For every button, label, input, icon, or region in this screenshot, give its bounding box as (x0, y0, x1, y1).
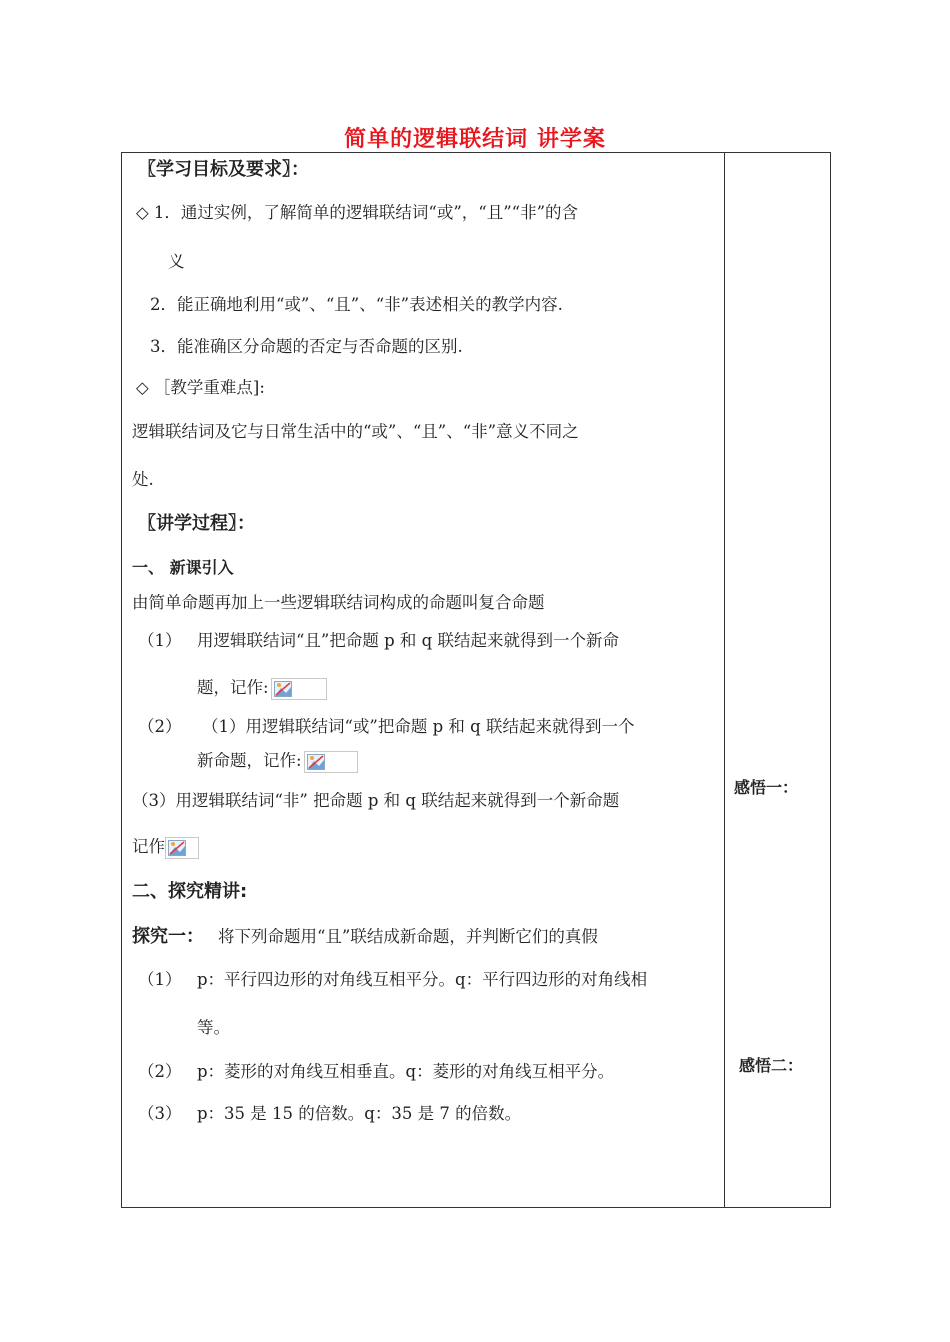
goal-2: 2．能正确地利用“或”、“且”、“非”表述相关的教学内容. (150, 295, 563, 314)
goal-1-cont: 义 (168, 252, 185, 271)
formula-image-2 (304, 751, 358, 773)
item-3-text: （3）用逻辑联结词“非” 把命题 p 和 q 联结起来就得到一个新命题 (132, 791, 620, 810)
broken-image-icon (274, 681, 292, 697)
example-1-number: （1） (138, 970, 182, 989)
item-1-cont-label: 题，记作: (197, 678, 269, 697)
explore-1-label: 探究一： (132, 926, 204, 947)
explore-heading: 二、探究精讲: (132, 881, 248, 902)
intro-text: 由简单命题再加上一些逻辑联结词构成的命题叫复合命题 (132, 593, 545, 612)
example-3-text: p：35 是 15 的倍数。q：35 是 7 的倍数。 (197, 1104, 522, 1123)
explore-1 (132, 926, 598, 948)
column-divider (724, 153, 725, 1207)
explore-1-text: 将下列命题用“且”联结成新命题，并判断它们的真假 (218, 927, 598, 946)
intro-heading: 一、 新课引入 (132, 558, 234, 577)
key-points-text: 逻辑联结词及它与日常生活中的“或”、“且”、“非”意义不同之 (132, 422, 579, 441)
goals-heading: 〖学习目标及要求〗： (138, 159, 309, 180)
item-2-number: （2） (138, 717, 182, 736)
item-1-text: 用逻辑联结词“且”把命题 p 和 q 联结起来就得到一个新命 (197, 631, 619, 650)
reflection-1-label: 感悟一： (734, 778, 799, 797)
example-2-number: （2） (138, 1062, 182, 1081)
goal-1: ◇ 1．通过实例，了解简单的逻辑联结词“或”，“且”“非”的含 (136, 203, 579, 222)
key-points-heading: ◇ ［教学重难点]: (136, 378, 265, 397)
formula-image-3 (165, 837, 199, 859)
item-1-cont (197, 677, 327, 700)
example-1-text: p：平行四边形的对角线互相平分。q：平行四边形的对角线相 (197, 970, 648, 989)
key-points-cont: 处. (132, 470, 154, 489)
process-heading: 〖讲学过程〗： (138, 513, 255, 534)
example-1-cont: 等。 (197, 1018, 230, 1037)
broken-image-icon (168, 840, 186, 856)
item-3-cont-label: 记作 (132, 837, 165, 856)
goal-3: 3．能准确区分命题的否定与否命题的区别. (150, 337, 463, 356)
page-title: 简单的逻辑联结词 讲学案 (344, 127, 606, 152)
broken-image-icon (307, 754, 325, 770)
item-2-cont-label: 新命题，记作: (197, 751, 302, 770)
item-2-cont (197, 750, 358, 773)
example-3-number: （3） (138, 1104, 182, 1123)
formula-image-1 (271, 678, 327, 700)
item-1-number: （1） (138, 631, 182, 650)
lesson-table (121, 152, 831, 1208)
item-3-cont (132, 836, 199, 859)
reflection-2-label: 感悟二： (739, 1056, 804, 1075)
example-2-text: p：菱形的对角线互相垂直。q：菱形的对角线互相平分。 (197, 1062, 615, 1081)
item-2-text: （1）用逻辑联结词“或”把命题 p 和 q 联结起来就得到一个 (202, 717, 635, 736)
